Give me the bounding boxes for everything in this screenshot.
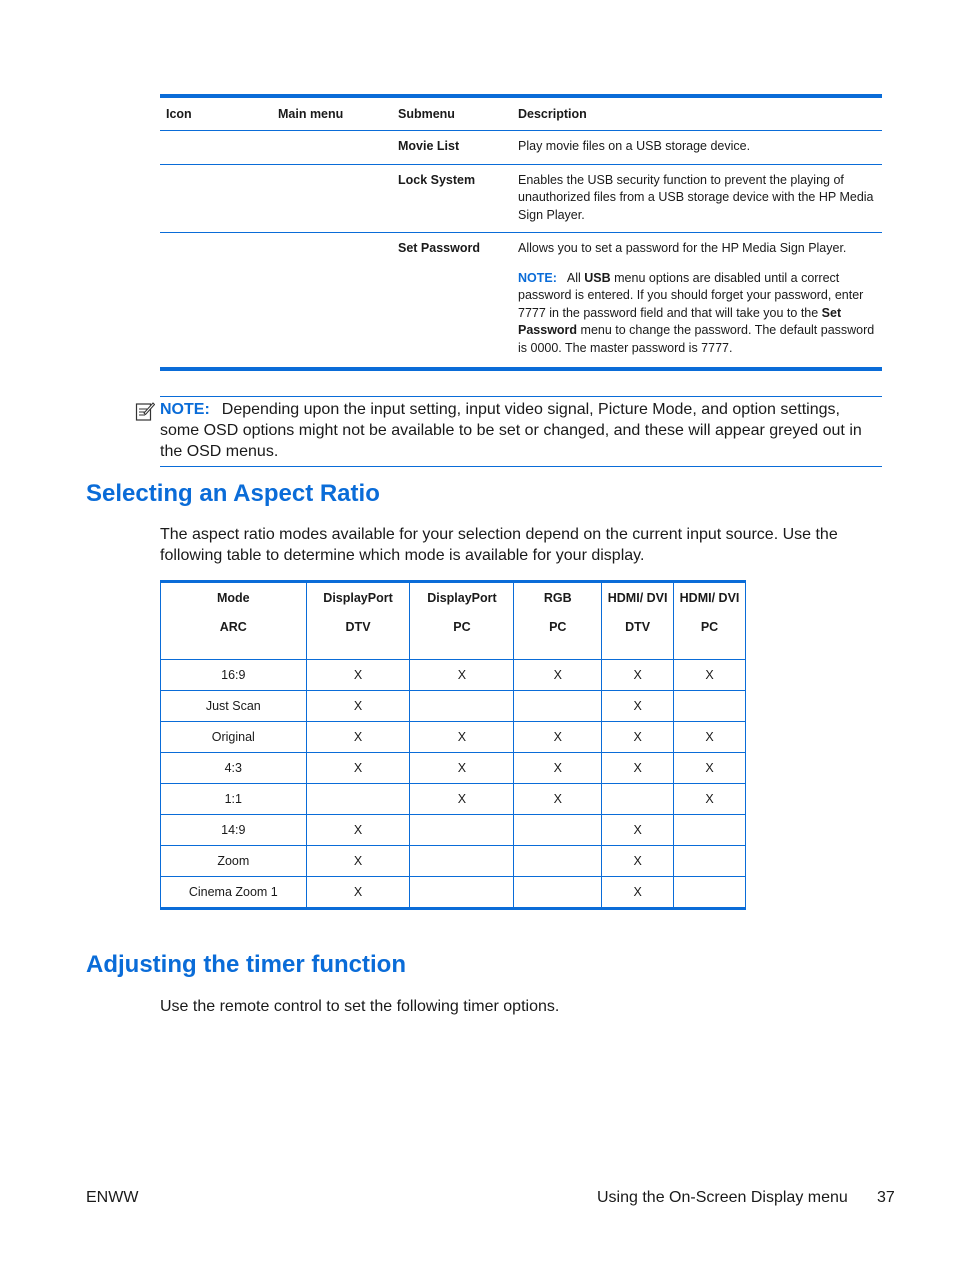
aspect-col-header-line2: ARC [219,620,247,634]
aspect-support-cell: X [306,877,410,909]
menu-cell-main [272,233,392,370]
aspect-support-cell: X [514,784,602,815]
aspect-support-cell [410,815,514,846]
aspect-support-cell: X [602,660,674,691]
aspect-support-cell: X [602,877,674,909]
aspect-col-header [161,582,307,660]
aspect-support-cell: X [410,660,514,691]
aspect-table-row [161,660,746,691]
password-note-text: menu options are disabled until a correct password is entered. If you should forget your password, enter 7777 in the password field and that will take you to the [518,270,864,320]
aspect-col-header-line2: PC [453,620,471,634]
aspect-support-cell [514,846,602,877]
aspect-support-cell: X [410,722,514,753]
aspect-col-header-line1: Mode [216,591,250,605]
password-note [518,270,876,358]
aspect-support-cell: X [410,753,514,784]
aspect-col-header-line2: PC [700,620,719,634]
aspect-support-cell: X [306,753,410,784]
aspect-support-cell [674,846,746,877]
aspect-table-row [161,784,746,815]
aspect-col-header [306,582,410,660]
menu-cell-main [272,164,392,233]
menu-table-row [160,233,882,370]
aspect-col-header [410,582,514,660]
menu-table-row [160,131,882,165]
password-note-text: menu to change the password. The default password is 0000. The master password is 7777. [518,323,875,355]
menu-cell-submenu: Set Password [398,241,480,255]
menu-cell-description: Enables the USB security function to prevent the playing of unauthorized files from a USB storage device with the HP Media Sign Player. [512,164,882,233]
menu-col-header: Description [512,96,882,131]
menu-cell-description: Play movie files on a USB storage device. [512,131,882,165]
aspect-support-cell: X [306,691,410,722]
aspect-mode-cell: Cinema Zoom 1 [161,877,307,909]
menu-table-row [160,164,882,233]
aspect-mode-cell: 16:9 [161,660,307,691]
aspect-support-cell: X [306,660,410,691]
aspect-col-header-line1: HDMI/ DVI [607,591,668,605]
password-note-label: NOTE: [518,270,557,285]
section-heading-timer: Adjusting the timer function [86,951,406,978]
aspect-col-header [602,582,674,660]
menu-cell-icon [160,131,272,165]
note-text: Depending upon the input setting, input video signal, Picture Mode, and option settings, some OSD options might not be available to be set or changed, and these will appear greyed out in the OSD menus. [160,401,862,460]
menu-cell-icon [160,164,272,233]
aspect-mode-cell: Original [161,722,307,753]
note-block [160,396,882,467]
aspect-table-row [161,846,746,877]
aspect-col-header-line1: HDMI/ DVI [679,591,740,605]
aspect-support-cell [410,691,514,722]
aspect-col-header-line2: DTV [625,620,651,634]
aspect-support-cell [674,877,746,909]
aspect-support-cell [410,846,514,877]
password-note-text: All [566,270,585,285]
aspect-support-cell [514,691,602,722]
aspect-col-header-line1: DisplayPort [427,591,497,605]
aspect-mode-cell: Zoom [161,846,307,877]
aspect-support-cell [514,877,602,909]
aspect-support-cell: X [514,660,602,691]
aspect-col-header [514,582,602,660]
aspect-support-cell [514,815,602,846]
aspect-ratio-table [160,580,746,910]
menu-cell-main [272,131,392,165]
aspect-support-cell: X [674,753,746,784]
aspect-table-row [161,877,746,909]
menu-cell-icon [160,233,272,370]
password-note-bold: USB [584,270,611,285]
aspect-table-row [161,691,746,722]
aspect-support-cell: X [410,784,514,815]
aspect-table-row [161,753,746,784]
aspect-support-cell [674,815,746,846]
menu-table [160,94,882,371]
aspect-support-cell [306,784,410,815]
aspect-support-cell: X [602,691,674,722]
aspect-support-cell: X [514,753,602,784]
menu-col-header: Main menu [272,96,392,131]
aspect-mode-cell: 4:3 [161,753,307,784]
menu-cell-description [512,233,882,370]
aspect-support-cell [602,784,674,815]
aspect-support-cell: X [306,722,410,753]
aspect-intro-paragraph: The aspect ratio modes available for your selection depend on the current input source. Use the following table to determine which mode is available for your display. [160,526,838,564]
aspect-support-cell: X [602,722,674,753]
aspect-support-cell [410,877,514,909]
aspect-support-cell: X [674,722,746,753]
aspect-mode-cell: Just Scan [161,691,307,722]
footer-chapter-title: Using the On-Screen Display menu [597,1189,848,1206]
menu-cell-submenu: Movie List [392,131,512,165]
footer-doc-code: ENWW [86,1189,139,1206]
aspect-support-cell: X [514,722,602,753]
note-label: NOTE: [160,401,210,418]
aspect-support-cell: X [602,753,674,784]
aspect-support-cell [674,691,746,722]
menu-col-header: Icon [160,96,272,131]
aspect-mode-cell: 1:1 [161,784,307,815]
aspect-col-header-line2: PC [549,620,567,634]
timer-intro-paragraph: Use the remote control to set the following timer options. [160,998,560,1015]
aspect-table-row [161,815,746,846]
menu-table-header-row [160,96,882,131]
footer-page-number: 37 [877,1189,895,1206]
password-note-bold: Set Password [518,305,842,337]
aspect-col-header-line2: DTV [345,620,371,634]
aspect-support-cell: X [674,660,746,691]
aspect-support-cell: X [306,846,410,877]
aspect-mode-cell: 14:9 [161,815,307,846]
menu-description-text: Allows you to set a password for the HP Media Sign Player. [518,241,847,255]
aspect-table-header-row [161,582,746,660]
menu-col-header: Submenu [392,96,512,131]
aspect-table-row [161,722,746,753]
menu-cell-submenu: Lock System [392,164,512,233]
aspect-col-header-line1: DisplayPort [323,591,393,605]
aspect-support-cell: X [602,846,674,877]
note-pad-icon [135,400,155,422]
aspect-support-cell: X [306,815,410,846]
aspect-col-header [674,582,746,660]
aspect-support-cell: X [602,815,674,846]
aspect-table-body [161,660,746,909]
aspect-support-cell: X [674,784,746,815]
section-heading-aspect-ratio: Selecting an Aspect Ratio [86,480,380,507]
aspect-col-header-line1: RGB [543,591,572,605]
